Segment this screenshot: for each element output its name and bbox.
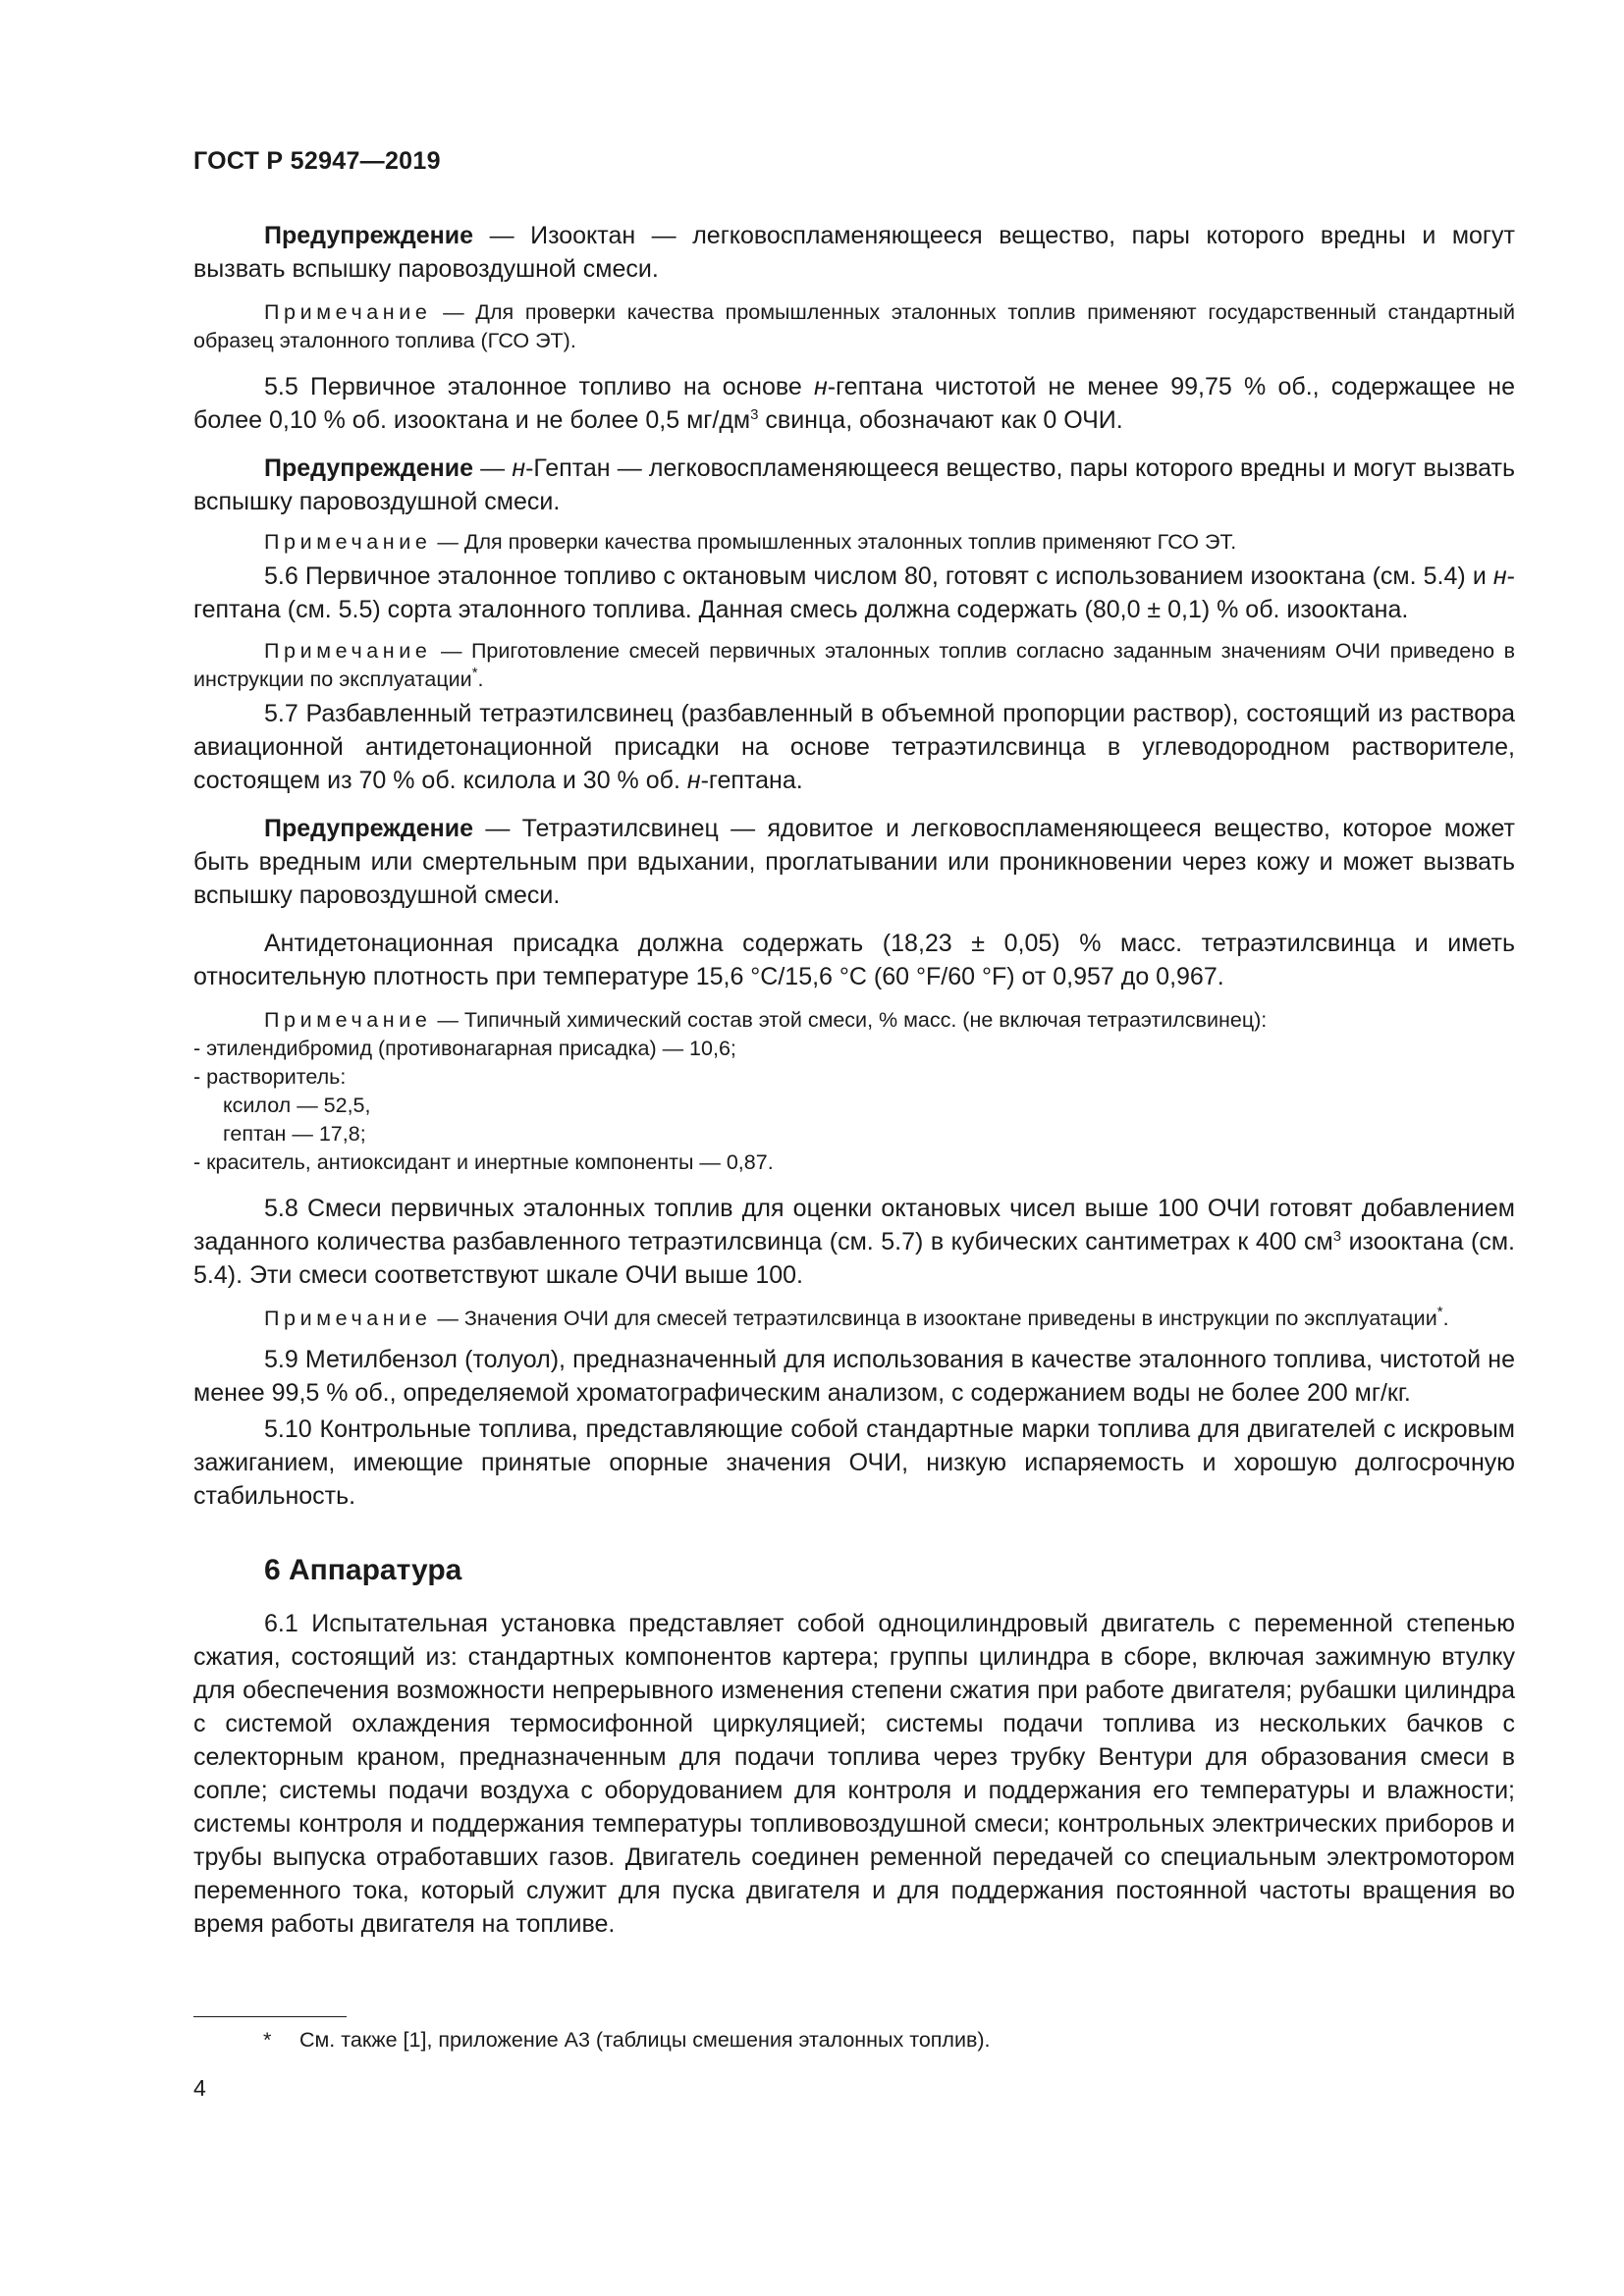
list-item: - этилендибромид (противонагарная присадка) — 10,6; bbox=[193, 1037, 736, 1060]
warning-heptane bbox=[193, 452, 1515, 518]
clause-italic: н bbox=[814, 373, 828, 400]
clause-text: -гептана (см. 5.5) сорта эталонного топлива. Данная смесь должна содержать (80,0 ± 0,1) % об. изооктана. bbox=[193, 562, 1515, 623]
list-item: - краситель, антиоксидант и инертные компоненты — 0,87. bbox=[193, 1150, 774, 1174]
note-label: Примечание bbox=[264, 1307, 432, 1330]
warning-label: Предупреждение bbox=[264, 815, 474, 842]
composition-list bbox=[193, 1035, 1515, 1177]
footnote-ref: * bbox=[1436, 1304, 1443, 1320]
note-text: . bbox=[477, 667, 484, 691]
section-heading: 6 Аппаратура bbox=[264, 1554, 462, 1586]
clause-text: изооктана (см. 5.4). Эти смеси соответствуют шкале ОЧИ выше 100. bbox=[193, 1228, 1515, 1289]
list-item: ксилол — 52,5, bbox=[223, 1094, 371, 1117]
warning-tel bbox=[193, 812, 1515, 912]
superscript: 3 bbox=[1332, 1228, 1342, 1245]
warning-text: — Тетраэтилсвинец — ядовитое и легковоспламеняющееся вещество, которое может быть вредным или смертельным при вдыхании, проглатывании или проникновении через кожу и может вызвать вспышку паровоздушной смеси. bbox=[193, 815, 1515, 909]
clause-5-5 bbox=[193, 370, 1515, 437]
warning-text: -Гептан — легковоспламеняющееся вещество, пары которого вредны и могут вызвать вспышку паровоздушной смеси. bbox=[193, 454, 1515, 515]
warning-label: Предупреждение bbox=[264, 222, 474, 249]
warning-italic: н bbox=[512, 454, 526, 482]
clause-text: -гептана. bbox=[700, 767, 803, 794]
list-item: - растворитель: bbox=[193, 1065, 347, 1089]
footnote-divider bbox=[193, 2016, 347, 2017]
footnote-marker: * bbox=[263, 2028, 272, 2052]
note-label: Примечание bbox=[264, 300, 432, 324]
clause-text: 5.5 Первичное эталонное топливо на основе bbox=[264, 373, 815, 400]
note-label: Примечание bbox=[264, 1008, 432, 1032]
footnote-ref: * bbox=[471, 665, 478, 681]
clause-5-10: 5.10 Контрольные топлива, представляющие собой стандартные марки топлива для двигателей с искровым зажиганием, имеющие принятые опорные значения ОЧИ, низкую испаряемость и хорошую долгосрочную стабильность. bbox=[193, 1415, 1515, 1510]
note-composition bbox=[193, 1006, 1515, 1035]
note-text: — Типичный химический состав этой смеси, % масс. (не включая тетраэтилсвинец): bbox=[431, 1008, 1268, 1032]
clause-text: -гептана чистотой не менее 99,75 % об., содержащее не более 0,10 % об. изооктана и не более 0,5 мг/дм bbox=[193, 373, 1515, 434]
warning-isooctane bbox=[193, 219, 1515, 286]
clause-italic: н bbox=[1492, 562, 1507, 590]
page-number: 4 bbox=[193, 2075, 206, 2101]
clause-5-8 bbox=[193, 1192, 1515, 1292]
warning-text: — Изооктан — легковоспламеняющееся вещество, пары которого вредны и могут вызвать вспышку паровоздушной смеси. bbox=[193, 222, 1515, 283]
note-label: Примечание bbox=[264, 530, 432, 554]
clause-5-7 bbox=[193, 697, 1515, 797]
note-text: — Для проверки качества промышленных эталонных топлив применяют ГСО ЭТ. bbox=[431, 530, 1237, 554]
note-gso bbox=[193, 298, 1515, 355]
note-text: — Для проверки качества промышленных эталонных топлив применяют государственный стандартный образец эталонного топлива (ГСО ЭТ). bbox=[193, 300, 1515, 352]
note-mixtures bbox=[193, 637, 1515, 694]
footnote-text: См. также [1], приложение А3 (таблицы смешения эталонных топлив). bbox=[299, 2028, 991, 2052]
clause-6-1: 6.1 Испытательная установка представляет собой одноцилиндровый двигатель с переменной степенью сжатия, состоящий из: стандартных компонентов картера; группы цилиндра в сборе, включая зажимную втулку для обеспечения возможности непрерывного изменения степени сжатия при работе двигателя; рубашки цилиндра с системой охлаждения термосифонной циркуляцией; системы подачи топлива из нескольких бачков с селекторным краном, предназначенным для подачи топлива через трубку Вентури для образования смеси в сопле; системы подачи воздуха с оборудованием для контроля и поддержания его температуры и влажности; системы контроля и поддержания температуры топливовоздушной смеси; контрольных электрических приборов и трубы выпуска отработавших газов. Двигатель соединен ременной передачей со специальным электромотором переменного тока, который служит для пуска двигателя и для поддержания постоянной частоты вращения во время работы двигателя на топливе. bbox=[193, 1610, 1515, 1938]
main-content bbox=[193, 219, 1515, 1941]
clause-5-9: 5.9 Метилбензол (толуол), предназначенный для использования в качестве эталонного топлива, чистотой не менее 99,5 % об., определяемой хроматографическим анализом, с содержанием воды не более 200 мг/кг. bbox=[193, 1346, 1515, 1407]
note-text: — Значения ОЧИ для смесей тетраэтилсвинца в изооктане приведены в инструкции по эксплуатации bbox=[431, 1307, 1437, 1330]
note-text: — Приготовление смесей первичных эталонных топлив согласно заданным значениям ОЧИ приведено в инструкции по эксплуатации bbox=[193, 639, 1515, 691]
superscript: 3 bbox=[750, 406, 759, 423]
warning-dash: — bbox=[473, 454, 513, 482]
note-label: Примечание bbox=[264, 639, 432, 663]
note-gso-short bbox=[193, 528, 1515, 557]
note-ochi-values bbox=[193, 1305, 1515, 1333]
paragraph-antiknock: Антидетонационная присадка должна содержать (18,23 ± 0,05) % масс. тетраэтилсвинца и иметь относительную плотность при температуре 15,6 °С/15,6 °С (60 °F/60 °F) от 0,957 до 0,967. bbox=[193, 930, 1515, 990]
clause-text: 5.7 Разбавленный тетраэтилсвинец (разбавленный в объемной пропорции раствор), состоящий из раствора авиационной антидетонационной присадки на основе тетраэтилсвинца в углеводородном растворителе, состоящем из 70 % об. ксилола и 30 % об. bbox=[193, 700, 1515, 794]
document-code-header: ГОСТ Р 52947—2019 bbox=[193, 147, 441, 175]
clause-text: 5.8 Смеси первичных эталонных топлив для оценки октановых чисел выше 100 ОЧИ готовят добавлением заданного количества разбавленного тетраэтилсвинца (см. 5.7) в кубических сантиметрах к 400 см bbox=[193, 1195, 1515, 1255]
note-text: . bbox=[1442, 1307, 1449, 1330]
warning-label: Предупреждение bbox=[264, 454, 474, 482]
clause-text: свинца, обозначают как 0 ОЧИ. bbox=[758, 406, 1123, 434]
clause-5-6 bbox=[193, 560, 1515, 626]
clause-italic: н bbox=[686, 767, 701, 794]
clause-text: 5.6 Первичное эталонное топливо с октановым числом 80, готовят с использованием изооктана (см. 5.4) и bbox=[264, 562, 1493, 590]
footnote bbox=[263, 2026, 991, 2055]
list-item: гептан — 17,8; bbox=[223, 1122, 366, 1146]
